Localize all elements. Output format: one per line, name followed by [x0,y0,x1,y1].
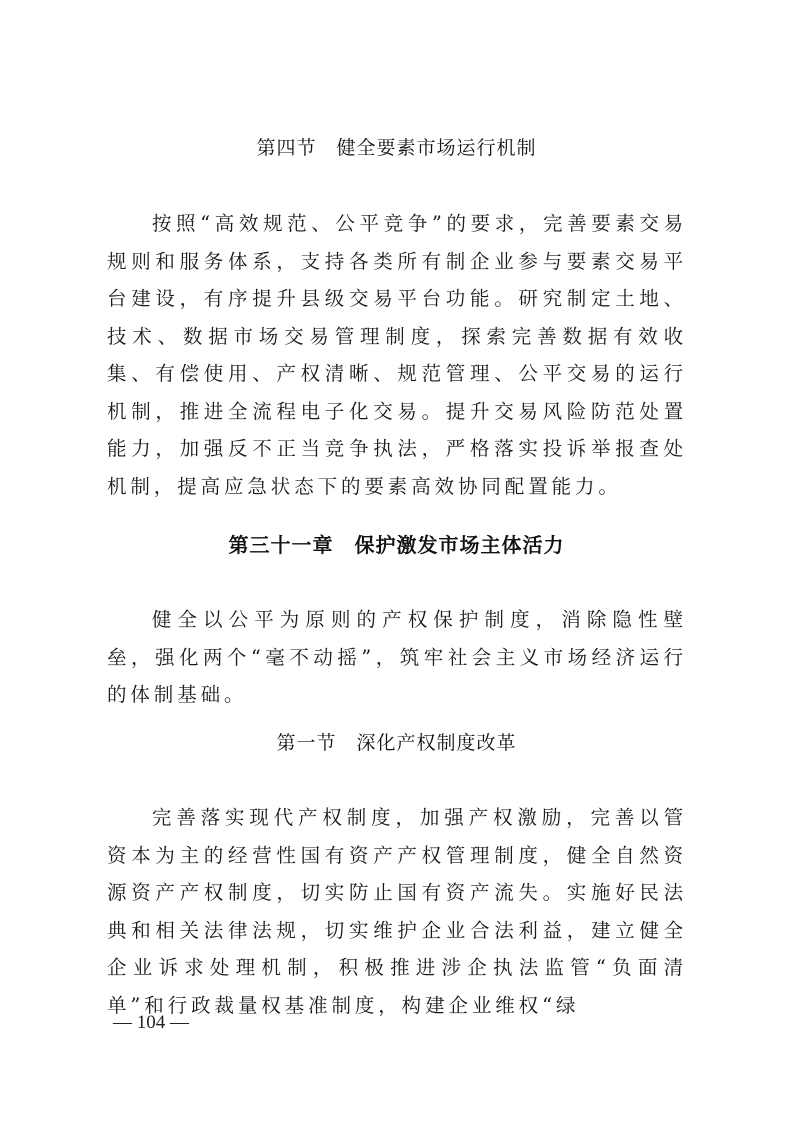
page-number: — 104 — [113,1012,189,1033]
chapter-31-intro-paragraph: 健全以公平为原则的产权保护制度，消除隐性壁垒，强化两个“毫不动摇”，筑牢社会主义市场经济运行的体制基础。 [107,608,687,706]
section-heading-4: 第四节 健全要素市场运行机制 [256,137,537,159]
chapter-heading-31: 第三十一章 保护激发市场主体活力 [228,533,565,557]
section-heading-1: 第一节 深化产权制度改革 [276,732,517,754]
section-4-paragraph: 按照“高效规范、公平竞争”的要求，完善要素交易规则和服务体系，支持各类所有制企业参与要素交易平台建设，有序提升县级交易平台功能。研究制定土地、技术、数据市场交易管理制度，探索完善数据有效收集、有偿使用、产权清晰、规范管理、公平交易的运行机制，推进全流程电子化交易。提升交易风险防范处置能力，加强反不正当竞争执法，严格落实投诉举报查处机制，提高应急状态下的要素高效协同配置能力。 [107,212,687,498]
section-1-paragraph: 完善落实现代产权制度，加强产权激励，完善以管资本为主的经营性国有资产产权管理制度，健全自然资源资产产权制度，切实防止国有资产流失。实施好民法典和相关法律法规，切实维护企业合法利益，建立健全企业诉求处理机制，积极推进涉企执法监管“负面清单”和行政裁量权基准制度，构建企业维权“绿 [107,806,687,1017]
